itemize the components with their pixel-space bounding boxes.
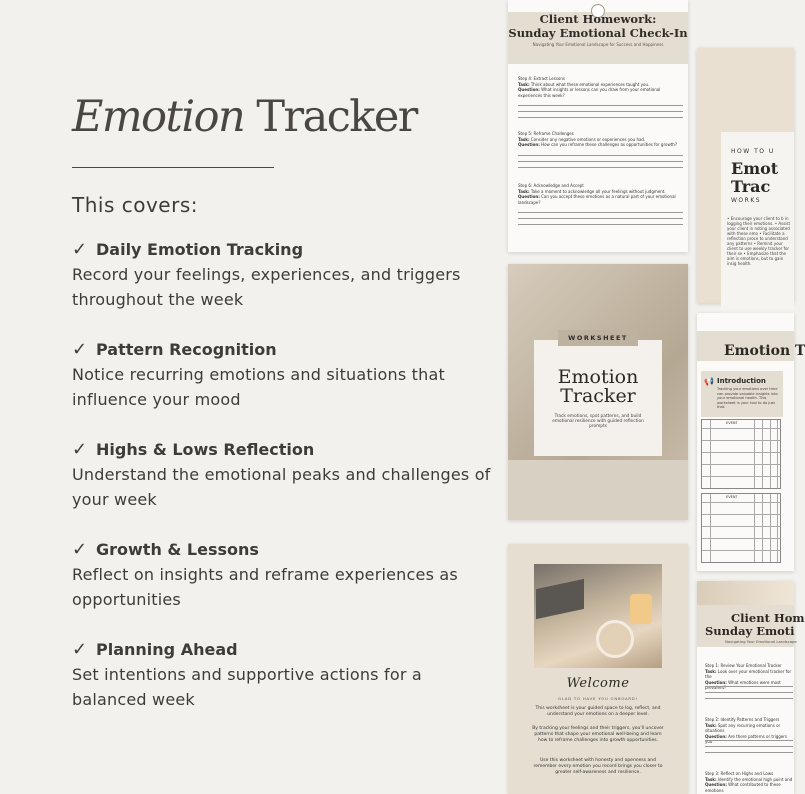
card-subtitle: Navigating Your Emotional Landscape bbox=[725, 639, 797, 644]
step-block: Step 5: Reframe Challenges Task: Consider any negative emotions or experiences you had. Question: How can you reframe these challenges as opportunities for growth? bbox=[518, 131, 677, 147]
feature-heading: Pattern Recognition bbox=[96, 339, 277, 359]
feature-highs-lows bbox=[72, 437, 492, 512]
feature-heading: Growth & Lessons bbox=[96, 539, 259, 559]
card-bullets: • Encourage your client to b in logging their emotions. • Assist your client in noting associated with these emo • Facilitate a reflection proce to understand any patterns • Remind your client to use weekly tracker for their se • Emphasize that the aim is emotions, but to gain insig health. bbox=[727, 216, 791, 266]
answer-lines bbox=[518, 150, 683, 168]
step-block: Step 6: Acknowledge and Accept Task: Take a moment to acknowledge all your feelings without judgment. Question: Can you accept these emotions as a natural part of your emotional landscape? bbox=[518, 183, 676, 205]
feature-planning-ahead bbox=[72, 637, 492, 712]
feature-description: Notice recurring emotions and situations that influence your mood bbox=[72, 365, 445, 409]
how-to-use-card bbox=[697, 48, 794, 303]
welcome-photo bbox=[534, 564, 662, 668]
page-title bbox=[72, 92, 417, 142]
check-icon: ✓ bbox=[72, 438, 88, 460]
answer-lines bbox=[518, 100, 683, 118]
tracker-table-card bbox=[697, 313, 805, 571]
card-title: Sunday Emotional Check-In bbox=[508, 26, 688, 40]
week-grid: EVENT bbox=[701, 493, 781, 563]
feature-daily-tracking bbox=[72, 237, 492, 312]
card-title: Client Hom bbox=[731, 611, 805, 625]
card-sublabel: WORKS bbox=[731, 197, 762, 204]
answer-lines bbox=[518, 207, 683, 225]
card-subtitle: Navigating Your Emotional Landscape for Success and Happiness bbox=[532, 42, 664, 47]
feature-pattern-recognition bbox=[72, 337, 492, 412]
worksheet-tag: WORKSHEET bbox=[558, 330, 638, 346]
feature-heading: Daily Emotion Tracking bbox=[96, 239, 304, 259]
check-icon: ✓ bbox=[72, 538, 88, 560]
welcome-title: Welcome bbox=[566, 676, 630, 691]
intro-text: Tracking your emotions over time can provide valuable insights into your emotional health. This worksheet is your tool to do just that. bbox=[717, 387, 778, 409]
intro-heading: Introduction bbox=[717, 377, 766, 385]
title-divider bbox=[72, 167, 274, 168]
feature-growth-lessons bbox=[72, 537, 492, 612]
megaphone-icon: 📢 bbox=[704, 377, 714, 386]
welcome-paragraph: Use this worksheet with honesty and openness and remember every emotion you record brings you closer to greater self-awareness and resilience. bbox=[533, 758, 663, 775]
step-block: Step 2: Identify Patterns and Triggers Task: Spot any recurring emotions or situations Question: Are there patterns or triggers you bbox=[705, 717, 787, 744]
covers-label: This covers: bbox=[72, 193, 198, 217]
feature-description: Understand the emotional peaks and challenges of your week bbox=[72, 465, 491, 509]
feature-panel bbox=[72, 0, 492, 794]
homework-preview-card bbox=[508, 0, 688, 252]
welcome-card bbox=[508, 544, 688, 794]
step-block: Step 3: Reflect on Highs and Lows Task: Identify the emotional high point and Question: What contributed to these emotions bbox=[705, 771, 793, 793]
feature-heading: Highs & Lows Reflection bbox=[96, 439, 315, 459]
title-rest: Tracker bbox=[244, 92, 417, 142]
laptop-icon bbox=[536, 579, 584, 619]
worksheet-cover-card bbox=[508, 264, 688, 520]
welcome-paragraph: This worksheet is your guided space to log, reflect, and understand your emotions on a deeper level. bbox=[535, 706, 661, 717]
card-title: Emot Trac bbox=[731, 159, 779, 196]
title-italic: Emotion bbox=[72, 92, 245, 142]
check-icon: ✓ bbox=[72, 338, 88, 360]
answer-lines bbox=[705, 681, 793, 699]
step-block: Step 1: Review Your Emotional Tracker Task: Look over your emotional tracker for the Question: What emotions were most prevalent? bbox=[705, 663, 792, 690]
cover-title: Emotion Tracker bbox=[557, 366, 639, 407]
cover-subtitle: Track emotions, spot patterns, and build emotional resilience with guided reflection prompts bbox=[552, 414, 644, 429]
card-title: Client Homework: bbox=[539, 12, 657, 26]
homework-preview-card-2 bbox=[697, 581, 805, 794]
feature-heading: Planning Ahead bbox=[96, 639, 238, 659]
intro-box bbox=[701, 371, 783, 417]
welcome-paragraph: By tracking your feelings and their triggers, you'll uncover patterns that shape your emotional well-being and learn how to reframe challenges into growth opportunities. bbox=[532, 726, 664, 743]
card-label: HOW TO U bbox=[731, 148, 775, 155]
candle-icon bbox=[630, 594, 652, 624]
check-icon: ✓ bbox=[72, 638, 88, 660]
feature-description: Reflect on insights and reframe experiences as opportunities bbox=[72, 565, 458, 609]
feature-description: Record your feelings, experiences, and triggers throughout the week bbox=[72, 265, 461, 309]
card-title: Emotion T bbox=[724, 343, 805, 359]
feature-description: Set intentions and supportive actions for a balanced week bbox=[72, 665, 422, 709]
check-icon: ✓ bbox=[72, 238, 88, 260]
step-block: Step 4: Extract Lessons Task: Think about what these emotional experiences taught you. Question: What insights or lessons can you draw from your emotional experiences this week? bbox=[518, 76, 661, 98]
week-grid: EVENT bbox=[701, 419, 781, 489]
card-title: Sunday Emoti bbox=[705, 624, 795, 638]
welcome-tagline: GLAD TO HAVE YOU ONBOARD! bbox=[558, 696, 638, 701]
answer-lines bbox=[705, 735, 793, 753]
coffee-cup-icon bbox=[596, 620, 634, 658]
